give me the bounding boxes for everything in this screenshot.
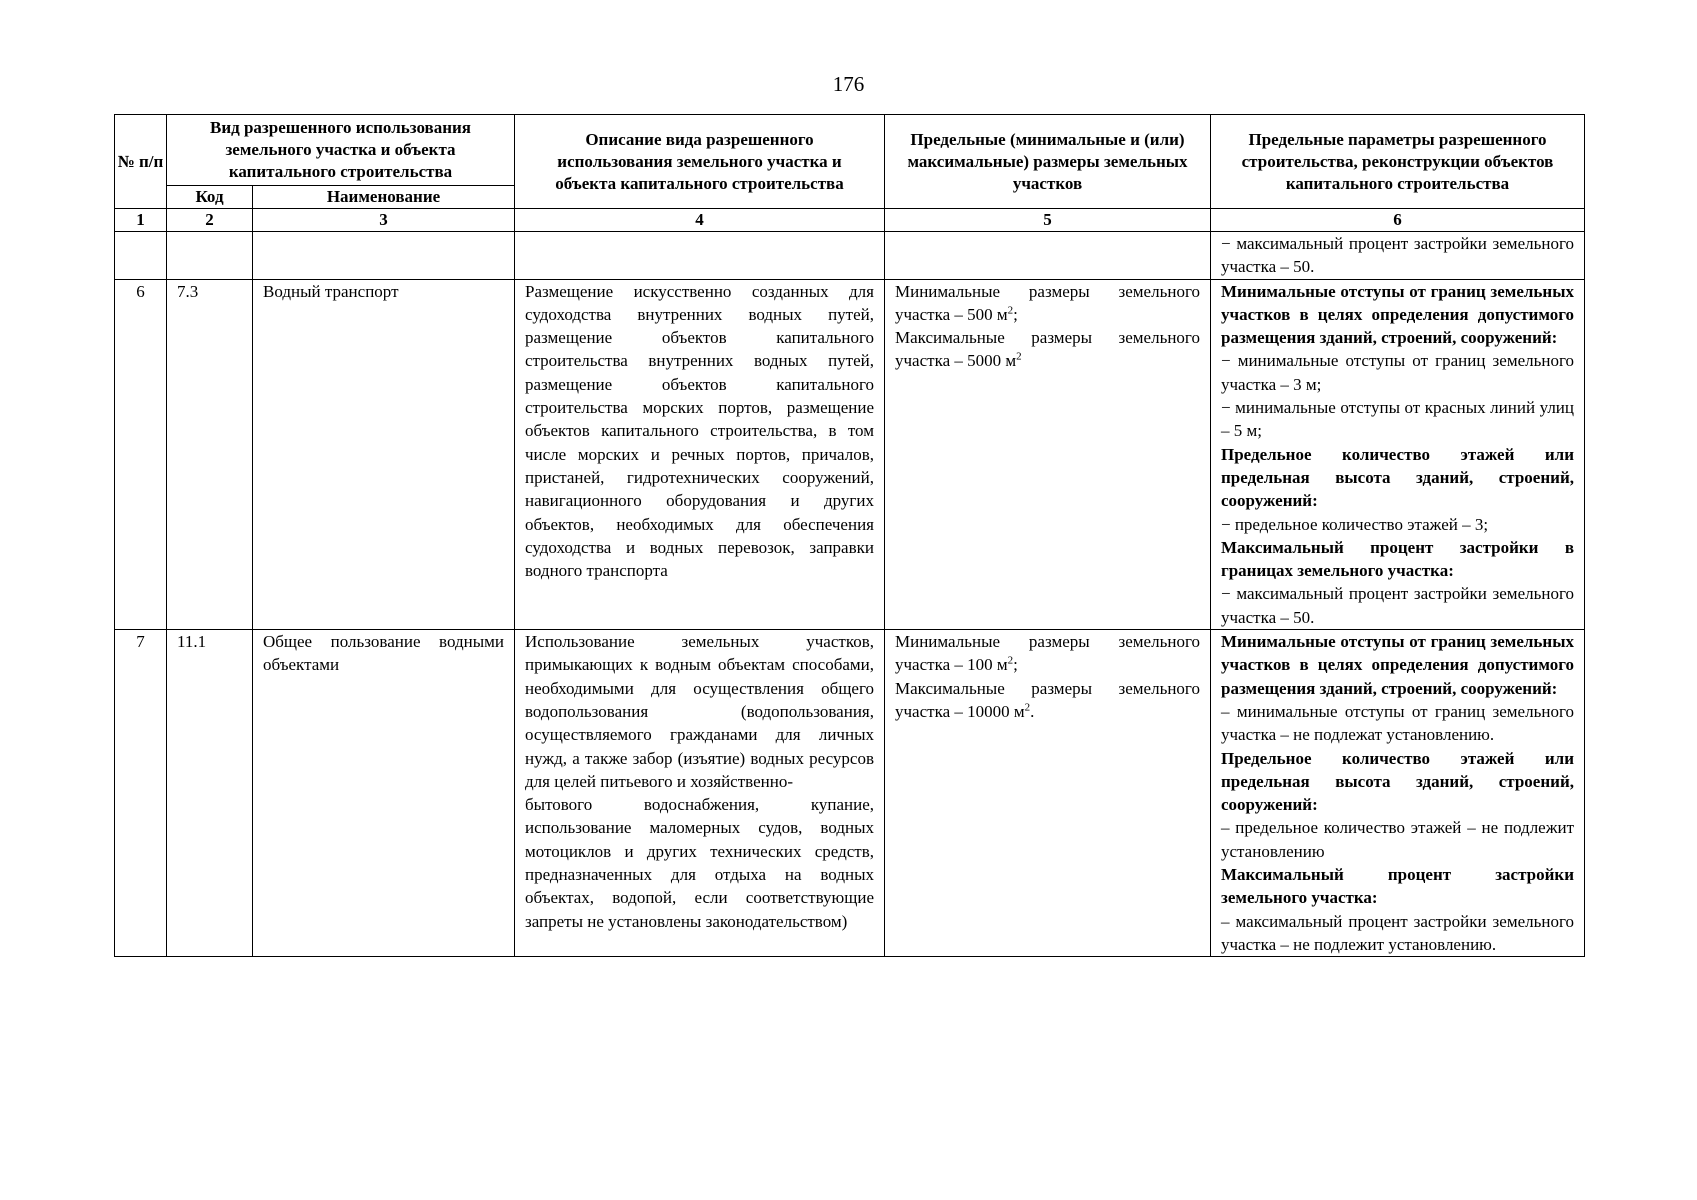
row-params <box>1211 279 1585 629</box>
row-code: 11.1 <box>167 630 253 957</box>
size-min: Минимальные размеры земельного участка – 500 $м^2$; <box>895 281 1200 324</box>
header-parametry: Предельные параметры разрешенного строительства, реконструкции объектов капитального строительства <box>1211 115 1585 209</box>
col-number-4: 4 <box>515 209 885 232</box>
col-number-2: 2 <box>167 209 253 232</box>
cont-description <box>515 232 885 280</box>
row-name: Водный транспорт <box>253 279 515 629</box>
params-zastroika-1: − максимальный процент застройки земельного участка – 50. <box>1221 584 1574 627</box>
col-number-6: 6 <box>1211 209 1585 232</box>
header-num: № п/п <box>115 115 167 209</box>
header-kod: Код <box>167 186 253 209</box>
params-zastroika-1: – максимальный процент застройки земельного участка – не подлежит установлению. <box>1221 911 1574 954</box>
cont-code <box>167 232 253 280</box>
col-number-5: 5 <box>885 209 1211 232</box>
row-name: Общее пользование водными объектами <box>253 630 515 957</box>
row-code: 7.3 <box>167 279 253 629</box>
params-zastroika-title: Максимальный процент застройки земельного участка: <box>1221 865 1574 908</box>
row-params <box>1211 630 1585 957</box>
table-row <box>115 279 1585 629</box>
size-max: Максимальные размеры земельного участка – 10000 $м^2$. <box>895 678 1200 721</box>
col-number-1: 1 <box>115 209 167 232</box>
cont-name <box>253 232 515 280</box>
land-use-table <box>114 114 1585 957</box>
params-etazhi-1: − предельное количество этажей – 3; <box>1221 514 1489 534</box>
page-number: 176 <box>832 72 865 96</box>
params-otstupy-1: − минимальные отступы от границ земельного участка – 3 м; <box>1221 351 1574 394</box>
header-row <box>115 115 1585 186</box>
size-max: Максимальные размеры земельного участка – 5000 $м^2$ <box>895 328 1200 371</box>
params-etazhi-title: Предельное количество этажей или предельная высота зданий, строений, сооружений: <box>1221 748 1574 815</box>
cont-num <box>115 232 167 280</box>
params-otstupy-title: Минимальные отступы от границ земельных участков в целях определения допустимого размещения зданий, строений, сооружений: <box>1221 281 1574 348</box>
table-row <box>115 630 1585 957</box>
row-sizes <box>885 630 1211 957</box>
row-description <box>515 630 885 957</box>
row-num: 7 <box>115 630 167 957</box>
header-opisanie: Описание вида разрешенного использования земельного участка и объекта капитального строительства <box>515 115 885 209</box>
params-zastroika-title: Максимальный процент застройки в границах земельного участка: <box>1221 537 1574 581</box>
params-otstupy-title: Минимальные отступы от границ земельных участков в целях определения допустимого размещения зданий, строений, сооружений: <box>1221 632 1574 698</box>
params-etazhi-title: Предельное количество этажей или предельная высота зданий, строений, сооружений: <box>1221 444 1574 511</box>
params-otstupy-2: − минимальные отступы от красных линий улиц – 5 м; <box>1221 398 1574 441</box>
header-razmery: Предельные (минимальные и (или) максимальные) размеры земельных участков <box>885 115 1211 209</box>
header-naimenovanie: Наименование <box>253 186 515 209</box>
row-sizes <box>885 279 1211 629</box>
row-description: Размещение искусственно созданных для судоходства внутренних водных путей, размещение объектов капитального строительства внутренних водных путей, размещение объектов капитального строительства морских портов, размещение объектов капитального строительства, в том числе морских и речных портов, причалов, пристаней, гидротехнических сооружений, навигационного оборудования и других объектов, необходимых для обеспечения судоходства и водных перевозок, заправки водного транспорта <box>515 279 885 629</box>
description-part-1: Использование земельных участков, примыкающих к водным объектам способами, необходимыми для осуществления общего водопользования (водопользования, осуществляемого гражданами для личных нужд, а также забор (изъятие) водных ресурсов для целей питьевого и хозяйственно- <box>525 632 874 791</box>
params-etazhi-1: – предельное количество этажей – не подлежит установлению <box>1221 818 1574 861</box>
header-vid-group: Вид разрешенного использования земельного участка и объекта капитального строительства <box>167 115 515 186</box>
size-min: Минимальные размеры земельного участка – 100 $м^2$; <box>895 632 1200 675</box>
cont-params: − максимальный процент застройки земельного участка – 50. <box>1211 232 1585 280</box>
continuation-row <box>115 232 1585 280</box>
column-numbers-row <box>115 209 1585 232</box>
params-otstupy-1: – минимальные отступы от границ земельного участка – не подлежат установлению. <box>1221 701 1574 745</box>
row-num: 6 <box>115 279 167 629</box>
cont-sizes <box>885 232 1211 280</box>
col-number-3: 3 <box>253 209 515 232</box>
description-part-2: бытового водоснабжения, купание, использование маломерных судов, водных мотоциклов и других технических средств, предназначенных для отдыха на водных объектах, водопой, если соответствующие запреты не установлены законодательством) <box>525 795 874 931</box>
